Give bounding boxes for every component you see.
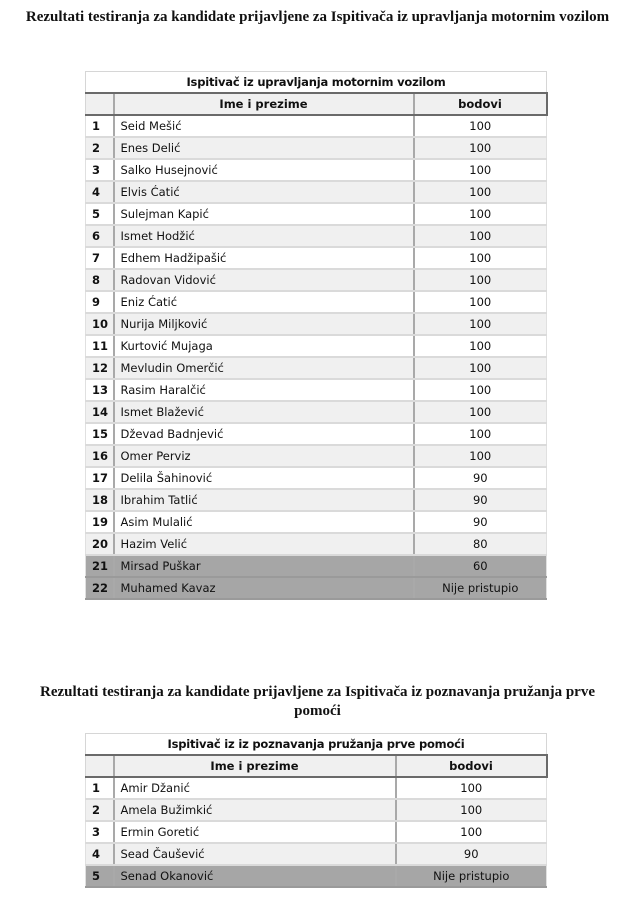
candidate-points: 100 [414, 313, 547, 335]
candidate-name: Ermin Goretić [114, 821, 396, 843]
candidate-points: 100 [396, 821, 547, 843]
row-number: 12 [86, 357, 114, 379]
candidate-points: 100 [414, 401, 547, 423]
row-number: 15 [86, 423, 114, 445]
candidate-points: 100 [414, 379, 547, 401]
candidate-name: Senad Okanović [114, 865, 396, 887]
table-row [86, 181, 547, 203]
candidate-name: Enes Delić [114, 137, 414, 159]
table-row [86, 203, 547, 225]
row-number: 6 [86, 225, 114, 247]
table-row [86, 445, 547, 467]
row-number: 2 [86, 799, 114, 821]
candidate-points: 100 [414, 181, 547, 203]
candidate-name: Nurija Miljković [114, 313, 414, 335]
row-number: 9 [86, 291, 114, 313]
table-row [86, 821, 547, 843]
table-row [86, 577, 547, 599]
candidate-name: Edhem Hadžipašić [114, 247, 414, 269]
table-row [86, 489, 547, 511]
candidate-name: Delila Šahinović [114, 467, 414, 489]
table-body [86, 115, 547, 599]
row-number: 2 [86, 137, 114, 159]
table-row [86, 269, 547, 291]
table-header-row [86, 93, 547, 115]
row-number: 11 [86, 335, 114, 357]
table-body [86, 777, 547, 887]
table-row [86, 843, 547, 865]
candidate-points: 100 [414, 269, 547, 291]
row-number: 10 [86, 313, 114, 335]
candidate-points: 90 [414, 467, 547, 489]
table-row [86, 247, 547, 269]
candidate-name: Elvis Ćatić [114, 181, 414, 203]
candidate-name: Ibrahim Tatlić [114, 489, 414, 511]
table-row [86, 511, 547, 533]
row-number: 1 [86, 777, 114, 799]
table-row [86, 115, 547, 137]
candidate-points: 100 [414, 445, 547, 467]
candidate-name: Amir Džanić [114, 777, 396, 799]
candidate-name: Kurtović Mujaga [114, 335, 414, 357]
header-number [86, 755, 114, 777]
candidate-name: Salko Husejnović [114, 159, 414, 181]
row-number: 7 [86, 247, 114, 269]
section2-title: Rezultati testiranja za kandidate prijavljene za Ispitivača iz poznavanja pružanja prve pomoći [40, 684, 595, 719]
candidate-points: 100 [414, 291, 547, 313]
candidate-name: Mirsad Puškar [114, 555, 414, 577]
candidate-points: 100 [414, 137, 547, 159]
row-number: 13 [86, 379, 114, 401]
header-points: bodovi [396, 755, 547, 777]
candidate-name: Radovan Vidović [114, 269, 414, 291]
row-number: 16 [86, 445, 114, 467]
table-caption-row [86, 734, 547, 756]
row-number: 5 [86, 865, 114, 887]
row-number: 19 [86, 511, 114, 533]
candidate-points: Nije pristupio [414, 577, 547, 599]
table-row [86, 313, 547, 335]
table-row [86, 799, 547, 821]
row-number: 17 [86, 467, 114, 489]
row-number: 4 [86, 181, 114, 203]
candidate-name: Omer Perviz [114, 445, 414, 467]
candidate-name: Muhamed Kavaz [114, 577, 414, 599]
table-caption: Ispitivač iz iz poznavanja pružanja prve pomoći [86, 734, 547, 756]
candidate-points: 90 [396, 843, 547, 865]
candidate-name: Hazim Velić [114, 533, 414, 555]
row-number: 3 [86, 821, 114, 843]
header-name: Ime i prezime [114, 755, 396, 777]
candidate-points: 90 [414, 511, 547, 533]
candidate-name: Sead Čaušević [114, 843, 396, 865]
table-row [86, 137, 547, 159]
table-row [86, 225, 547, 247]
candidate-name: Asim Mulalić [114, 511, 414, 533]
row-number: 8 [86, 269, 114, 291]
candidate-points: 100 [414, 357, 547, 379]
candidate-points: 100 [396, 799, 547, 821]
row-number: 14 [86, 401, 114, 423]
candidate-name: Amela Bužimkić [114, 799, 396, 821]
header-name: Ime i prezime [114, 93, 414, 115]
candidate-points: 60 [414, 555, 547, 577]
row-number: 20 [86, 533, 114, 555]
candidate-points: 100 [414, 423, 547, 445]
table-row [86, 379, 547, 401]
results-table-first-aid-examiner [85, 733, 548, 888]
candidate-name: Mevludin Omerčić [114, 357, 414, 379]
header-number [86, 93, 114, 115]
candidate-name: Sulejman Kapić [114, 203, 414, 225]
table-row [86, 159, 547, 181]
candidate-points: 80 [414, 533, 547, 555]
candidate-points: 100 [396, 777, 547, 799]
row-number: 22 [86, 577, 114, 599]
table-row [86, 865, 547, 887]
table-row [86, 467, 547, 489]
section1-title: Rezultati testiranja za kandidate prijavljene za Ispitivača iz upravljanja motornim vozilom [25, 9, 610, 25]
table-row [86, 423, 547, 445]
candidate-points: Nije pristupio [396, 865, 547, 887]
header-points: bodovi [414, 93, 547, 115]
table-row [86, 357, 547, 379]
table-header-row [86, 755, 547, 777]
row-number: 4 [86, 843, 114, 865]
row-number: 1 [86, 115, 114, 137]
candidate-points: 100 [414, 247, 547, 269]
candidate-name: Eniz Ćatić [114, 291, 414, 313]
candidate-points: 100 [414, 203, 547, 225]
row-number: 3 [86, 159, 114, 181]
row-number: 21 [86, 555, 114, 577]
candidate-points: 100 [414, 335, 547, 357]
candidate-points: 100 [414, 115, 547, 137]
table-caption: Ispitivač iz upravljanja motornim vozilom [86, 72, 547, 94]
row-number: 5 [86, 203, 114, 225]
candidate-name: Dževad Badnjević [114, 423, 414, 445]
candidate-name: Ismet Blažević [114, 401, 414, 423]
candidate-name: Seid Mešić [114, 115, 414, 137]
results-table-driving-examiner [85, 71, 548, 600]
candidate-name: Rasim Haralčić [114, 379, 414, 401]
candidate-points: 90 [414, 489, 547, 511]
table-row [86, 555, 547, 577]
row-number: 18 [86, 489, 114, 511]
table-row [86, 335, 547, 357]
table-row [86, 533, 547, 555]
table-row [86, 777, 547, 799]
candidate-points: 100 [414, 159, 547, 181]
table-caption-row [86, 72, 547, 94]
table-row [86, 291, 547, 313]
table-row [86, 401, 547, 423]
candidate-points: 100 [414, 225, 547, 247]
candidate-name: Ismet Hodžić [114, 225, 414, 247]
